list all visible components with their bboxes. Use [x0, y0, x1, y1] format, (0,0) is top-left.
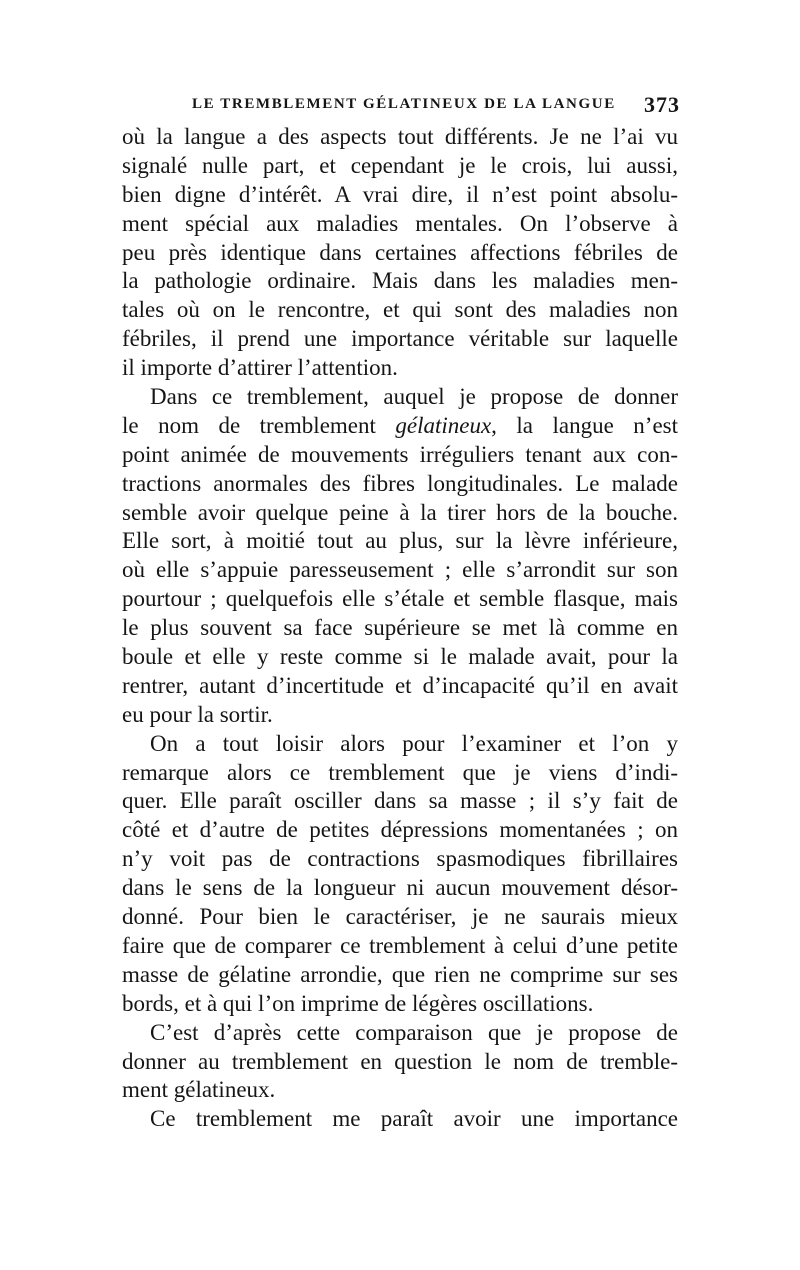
text-line: point animée de mouvements irréguliers tenant aux con-: [122, 441, 678, 467]
text-line: ment spécial aux maladies mentales. On l’observe à: [122, 210, 678, 236]
text-line: signalé nulle part, et cependant je le crois, lui aussi,: [122, 152, 678, 178]
text-line: eu pour la sortir.: [122, 701, 273, 727]
text-line: bords, et à qui l’on imprime de légères oscillations.: [122, 990, 594, 1016]
text-line: le plus souvent sa face supérieure se met là comme en: [122, 615, 678, 641]
text-line: pourtour ; quelquefois elle s’étale et semble flasque, mais: [122, 586, 678, 612]
text-line: remarque alors ce tremblement que je viens d’indi-: [122, 759, 678, 785]
text-line: masse de gélatine arrondie, que rien ne comprime sur ses: [122, 961, 678, 987]
text-line: il importe d’attirer l’attention.: [122, 355, 398, 381]
text-line-with-italic: [122, 412, 678, 441]
text-line: n’y voit pas de contractions spasmodiques fibrillaires: [122, 846, 678, 872]
text-line: Ce tremblement me paraît avoir une importance: [150, 1106, 678, 1132]
text-line: On a tout loisir alors pour l’examiner et l’on y: [150, 730, 678, 756]
text-line: donner au tremblement en question le nom de tremble-: [122, 1048, 678, 1074]
text-line: où elle s’appuie paresseusement ; elle s’arrondit sur son: [122, 557, 678, 583]
text-segment: le nom de tremblement: [122, 412, 376, 438]
body-text: [122, 123, 678, 1134]
running-head: [120, 92, 680, 120]
text-line: semble avoir quelque peine à la tirer hors de la bouche.: [122, 499, 678, 525]
text-line: fébriles, il prend une importance véritable sur laquelle: [122, 326, 678, 352]
text-line: côté et d’autre de petites dépressions momentanées ; on: [122, 817, 678, 843]
text-line: la pathologie ordinaire. Mais dans les maladies men-: [122, 268, 678, 294]
text-line: boule et elle y reste comme si le malade avait, pour la: [122, 644, 678, 670]
italic-term: gélatineux: [395, 412, 492, 438]
text-line: où la langue a des aspects tout différents. Je ne l’ai vu: [122, 124, 678, 149]
text-line: ment gélatineux.: [122, 1077, 276, 1103]
text-line: peu près identique dans certaines affections fébriles de: [122, 239, 678, 265]
text-line: dans le sens de la longueur ni aucun mouvement désor-: [122, 875, 678, 901]
text-segment: , la langue n’est: [491, 412, 678, 438]
page-number: 373: [644, 92, 680, 117]
text-line: faire que de comparer ce tremblement à celui d’une petite: [122, 932, 678, 958]
text-line: quer. Elle paraît osciller dans sa masse ; il s’y fait de: [122, 788, 678, 814]
text-line: tractions anormales des fibres longitudinales. Le malade: [122, 470, 678, 496]
text-line: tales où on le rencontre, et qui sont des maladies non: [122, 297, 678, 323]
text-line: C’est d’après cette comparaison que je propose de: [150, 1019, 678, 1045]
running-title: LE TREMBLEMENT GÉLATINEUX DE LA LANGUE: [192, 96, 616, 112]
text-line: Dans ce tremblement, auquel je propose de donner: [150, 384, 678, 410]
text-line: rentrer, autant d’incertitude et d’incapacité qu’il en avait: [122, 672, 678, 698]
text-line: Elle sort, à moitié tout au plus, sur la lèvre inférieure,: [122, 528, 678, 554]
text-line: donné. Pour bien le caractériser, je ne saurais mieux: [122, 904, 678, 930]
text-line: bien digne d’intérêt. A vrai dire, il n’est point absolu-: [122, 181, 678, 207]
